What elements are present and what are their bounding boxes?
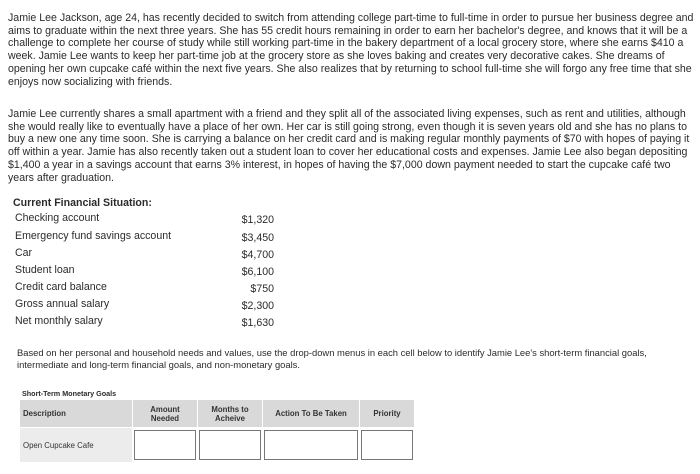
instruction-paragraph: Based on her personal and household needs and values, use the drop-down menus in each cell below to identify Jamie Lee's short-term financial goals, intermediate and long-term financial goals, and non-monetary goals. [17,347,647,370]
financial-value-student-loan: $6,100 [241,266,274,278]
action-cell [263,428,360,463]
header-priority: Priority [360,400,415,428]
financial-label-emergency-fund: Emergency fund savings account [15,230,172,242]
financial-situation-title: Current Financial Situation: [13,197,152,209]
amount-needed-dropdown[interactable] [134,430,196,460]
financial-value-net-salary: $1,630 [241,317,274,329]
financial-label-net-salary: Net monthly salary [15,315,103,327]
header-amount-line1: Amount [150,404,180,414]
financial-label-credit-card: Credit card balance [15,281,107,293]
financial-value-emergency-fund: $3,450 [241,232,274,244]
row-description: Open Cupcake Cafe [20,428,133,463]
short-term-goals-table [19,399,415,463]
table-header-row [20,400,415,428]
action-to-be-taken-dropdown[interactable] [264,430,358,460]
header-amount-line2: Needed [150,413,180,423]
header-amount-needed [133,400,198,428]
financial-label-gross-salary: Gross annual salary [15,298,110,310]
priority-cell [360,428,415,463]
header-description: Description [20,400,133,428]
header-months-to-achieve [198,400,263,428]
financial-label-checking: Checking account [15,212,100,224]
priority-dropdown[interactable] [361,430,413,460]
intro-paragraph: Jamie Lee Jackson, age 24, has recently decided to switch from attending college part-time to full-time in order to pursue her business degree and aims to graduate within the next three years. She has 55 credit hours remaining in order to earn her bachelor's degree, and knows that it will be a challenge to complete her course of study while still working part-time in the bakery department of a local grocery store, where she earns $410 a week. Jamie Lee wants to keep her part-time job at the grocery store as she loves baking and creates very decorative cakes. She dreams of opening her own cupcake café within the next five years. She also realizes that by returning to school full-time she will forgo any free time that she enjoys now socializing with friends. [8,12,694,88]
financial-label-car: Car [15,247,33,259]
financial-value-gross-salary: $2,300 [241,300,274,312]
table-row [20,428,415,463]
financial-value-credit-card: $750 [250,283,274,295]
months-to-achieve-dropdown[interactable] [199,430,261,460]
header-action-to-be-taken: Action To Be Taken [263,400,360,428]
header-months-line1: Months to [211,404,249,414]
financial-value-car: $4,700 [241,249,274,261]
amount-cell [133,428,198,463]
months-cell [198,428,263,463]
living-paragraph: Jamie Lee currently shares a small apartment with a friend and they split all of the associated living expenses, such as rent and utilities, although she would really like to eventually have a place of her own. Her car is still going strong, even though it is seven years old and she has no plans to buy a new one any time soon. She is carrying a balance on her credit card and is making regular monthly payments of $70 with hopes of paying it off within a year. Jamie has also recently taken out a student loan to cover her educational costs and expenses. Jamie Lee also began depositing $1,400 a year in a savings account that earns 3% interest, in hopes of having the $7,000 down payment needed to start the cupcake café two years after graduation. [8,108,690,184]
header-months-line2: Acheive [215,413,245,423]
financial-value-checking: $1,320 [241,214,274,226]
short-term-goals-title: Short-Term Monetary Goals [22,389,117,398]
financial-label-student-loan: Student loan [15,264,75,276]
